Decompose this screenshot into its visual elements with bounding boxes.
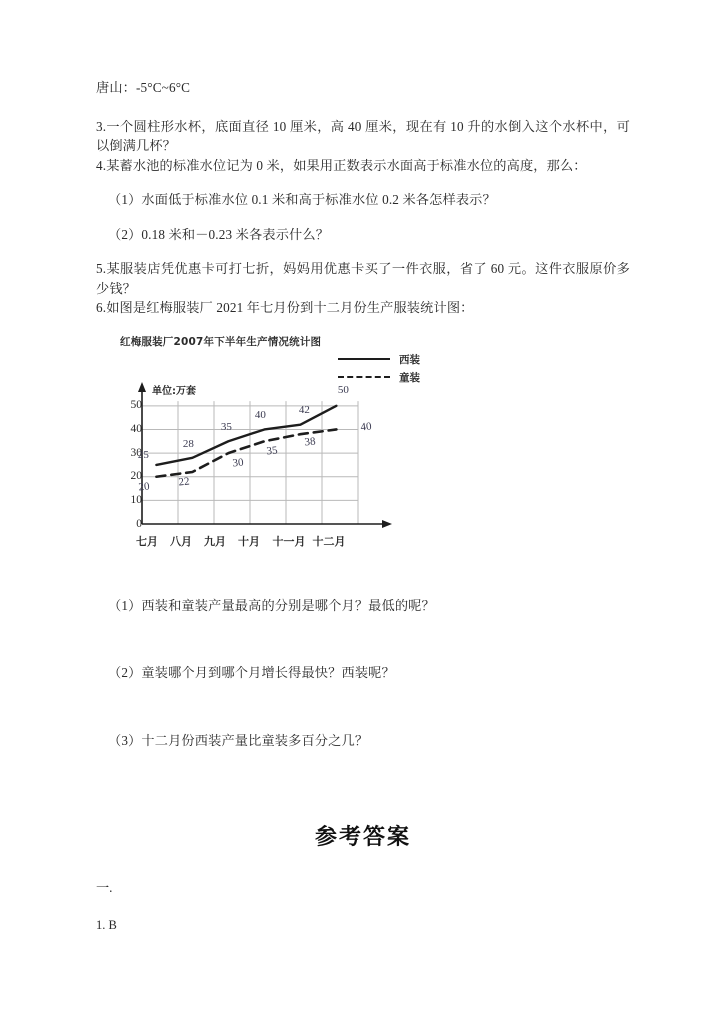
text-line-q3: 3.一个圆柱形水杯，底面直径 10 厘米，高 40 厘米，现在有 10 升的水倒入这个水杯中，可以倒满几杯？: [96, 118, 630, 153]
data-label-西装-九月: 35: [220, 420, 232, 433]
y-tick-0: 0: [136, 517, 142, 530]
y-tick-20: 20: [130, 470, 142, 483]
x-tick-九月: 九月: [204, 534, 226, 548]
production-line-chart: [112, 334, 462, 554]
answers-heading: 参考答案: [314, 824, 411, 850]
y-axis-tick-labels: [112, 378, 142, 554]
data-label-童装-十一月: 38: [304, 435, 317, 449]
legend-label-childrenswear: 童装: [399, 371, 420, 384]
data-label-童装-十月: 35: [266, 444, 279, 458]
answer-item: 1. B: [96, 918, 117, 932]
x-tick-十月: 十月: [238, 534, 260, 548]
problem-text-block: [96, 78, 630, 318]
data-label-西装-八月: 28: [182, 438, 194, 451]
chart-unit-label: 单位:万套: [152, 385, 196, 397]
y-tick-50: 50: [130, 399, 142, 412]
answers-section-label: 一.: [96, 880, 113, 895]
chart-title: 红梅服装厂2007年下半年生产情况统计图: [120, 335, 322, 348]
x-axis-tick-labels: [130, 533, 346, 549]
legend-swatch-solid-icon: [338, 358, 390, 360]
data-label-童装-七月: 20: [138, 480, 151, 494]
chart-plot-area: [112, 378, 462, 554]
text-line-q6: 6.如图是红梅服装厂 2021 年七月份到十二月份生产服装统计图：: [96, 300, 474, 315]
data-label-西装-七月: 25: [137, 449, 149, 462]
text-line-q4-2: （2）0.18 米和－0.23 米各表示什么？: [108, 226, 330, 242]
data-label-童装-十二月: 40: [360, 420, 373, 434]
chart-question-block: [96, 596, 630, 751]
data-label-西装-十一月: 42: [298, 404, 310, 417]
x-tick-十一月: 十一月: [272, 534, 306, 548]
y-tick-10: 10: [130, 493, 142, 506]
text-line-q5: 5.某服装店凭优惠卡可打七折，妈妈用优惠卡买了一件衣服，省了 60 元。这件衣服原价多少钱？: [96, 261, 630, 296]
data-label-童装-九月: 30: [232, 456, 245, 470]
chart-question-cq1: （1）西装和童装产量最高的分别是哪个月？最低的呢？: [108, 597, 435, 613]
y-tick-40: 40: [130, 422, 142, 435]
text-line-temp-line: 唐山：-5°C~6°C: [96, 80, 191, 95]
page-content: [96, 78, 630, 933]
y-tick-30: 30: [130, 446, 142, 459]
data-label-童装-八月: 22: [178, 474, 191, 489]
text-line-q4-1: （1）水面低于标准水位 0.1 米和高于标准水位 0.2 米各怎样表示？: [108, 192, 496, 207]
data-label-西装-十月: 40: [254, 408, 266, 421]
x-tick-八月: 八月: [170, 534, 192, 548]
data-label-西装-十二月: 50: [337, 384, 349, 397]
x-tick-十二月: 十二月: [312, 534, 346, 548]
legend-label-suits: 西装: [399, 353, 420, 366]
chart-question-cq3: （3）十二月份西装产量比童装多百分之几？: [108, 732, 369, 748]
x-tick-七月: 七月: [136, 534, 158, 548]
chart-svg: [112, 378, 462, 554]
chart-question-cq2: （2）童装哪个月到哪个月增长得最快？西装呢？: [108, 665, 395, 680]
answers-list: [96, 918, 630, 933]
text-line-q4: 4.某蓄水池的标准水位记为 0 米，如果用正数表示水面高于标准水位的高度，那么：: [96, 157, 587, 173]
legend-entry-suits: [338, 352, 456, 367]
